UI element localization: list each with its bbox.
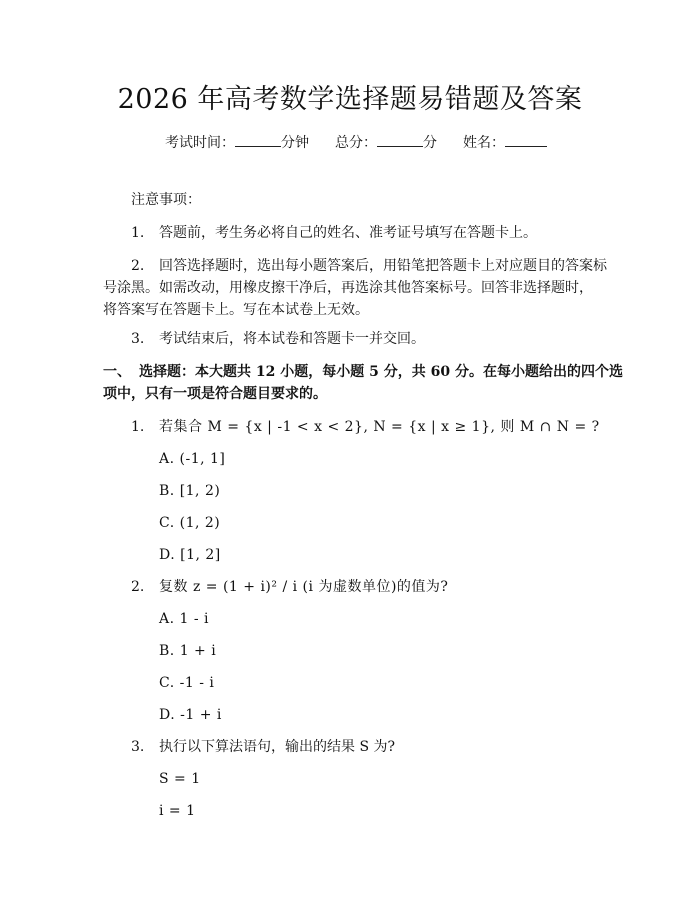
question-number: 1.	[131, 419, 145, 435]
note-text: 答题前，考生务必将自己的姓名、准考证号填写在答题卡上。	[159, 225, 537, 241]
note-text: 回答选择题时，选出每小题答案后，用铅笔把答题卡上对应题目的答案标	[159, 258, 607, 274]
section-heading	[103, 361, 623, 383]
note-text-continued: 号涂黑。如需改动，用橡皮擦干净后，再选涂其他答案标号。回答非选择题时，将答案写在答题卡上。写在本试卷上无效。	[103, 280, 593, 318]
option-a: A. (-1, 1]	[159, 451, 226, 467]
option-a: A. 1 - i	[159, 611, 210, 627]
time-unit: 分钟	[281, 135, 309, 151]
section-number: 一、	[103, 364, 131, 380]
option-b: B. 1 + i	[159, 643, 217, 659]
score-label: 总分：	[335, 135, 377, 151]
note-text: 考试结束后，将本试卷和答题卡一并交回。	[159, 331, 425, 347]
note-number: 1.	[131, 225, 145, 241]
option-c: C. (1, 2)	[159, 515, 221, 531]
exam-meta	[165, 132, 547, 153]
option-d: D. [1, 2]	[159, 547, 221, 563]
section-text-continued: 项中，只有一项是符合题目要求的。	[103, 386, 327, 402]
question-number: 3.	[131, 739, 145, 755]
question-number: 2.	[131, 579, 145, 595]
question-stem	[131, 576, 448, 598]
note-item	[131, 222, 537, 244]
page-title: 2026 年高考数学选择题易错题及答案	[117, 84, 583, 115]
score-blank	[377, 132, 423, 147]
note-number: 3.	[131, 331, 145, 347]
question-text: 执行以下算法语句，输出的结果 S 为?	[159, 739, 395, 755]
score-unit: 分	[423, 135, 437, 151]
question-text: 复数 z = (1 + i)² / i (i 为虚数单位)的值为?	[159, 579, 449, 595]
option-c: C. -1 - i	[159, 675, 215, 691]
note-item	[131, 255, 607, 277]
note-number: 2.	[131, 258, 145, 274]
code-line: S = 1	[159, 771, 201, 787]
option-b: B. [1, 2)	[159, 483, 221, 499]
option-d: D. -1 + i	[159, 707, 222, 723]
code-line: i = 1	[159, 803, 196, 819]
question-text: 若集合 M = {x | -1 < x < 2}, N = {x | x ≥ 1}, 则 M ∩ N = ?	[159, 419, 600, 435]
notes-heading: 注意事项：	[131, 192, 201, 208]
time-blank	[235, 132, 281, 147]
note-item	[131, 328, 425, 350]
name-label: 姓名：	[463, 135, 505, 151]
time-label: 考试时间：	[165, 135, 235, 151]
name-blank	[505, 132, 547, 147]
question-stem	[131, 736, 395, 758]
section-text: 选择题：本大题共 12 小题，每小题 5 分，共 60 分。在每小题给出的四个选	[139, 364, 623, 380]
question-stem	[131, 416, 600, 438]
